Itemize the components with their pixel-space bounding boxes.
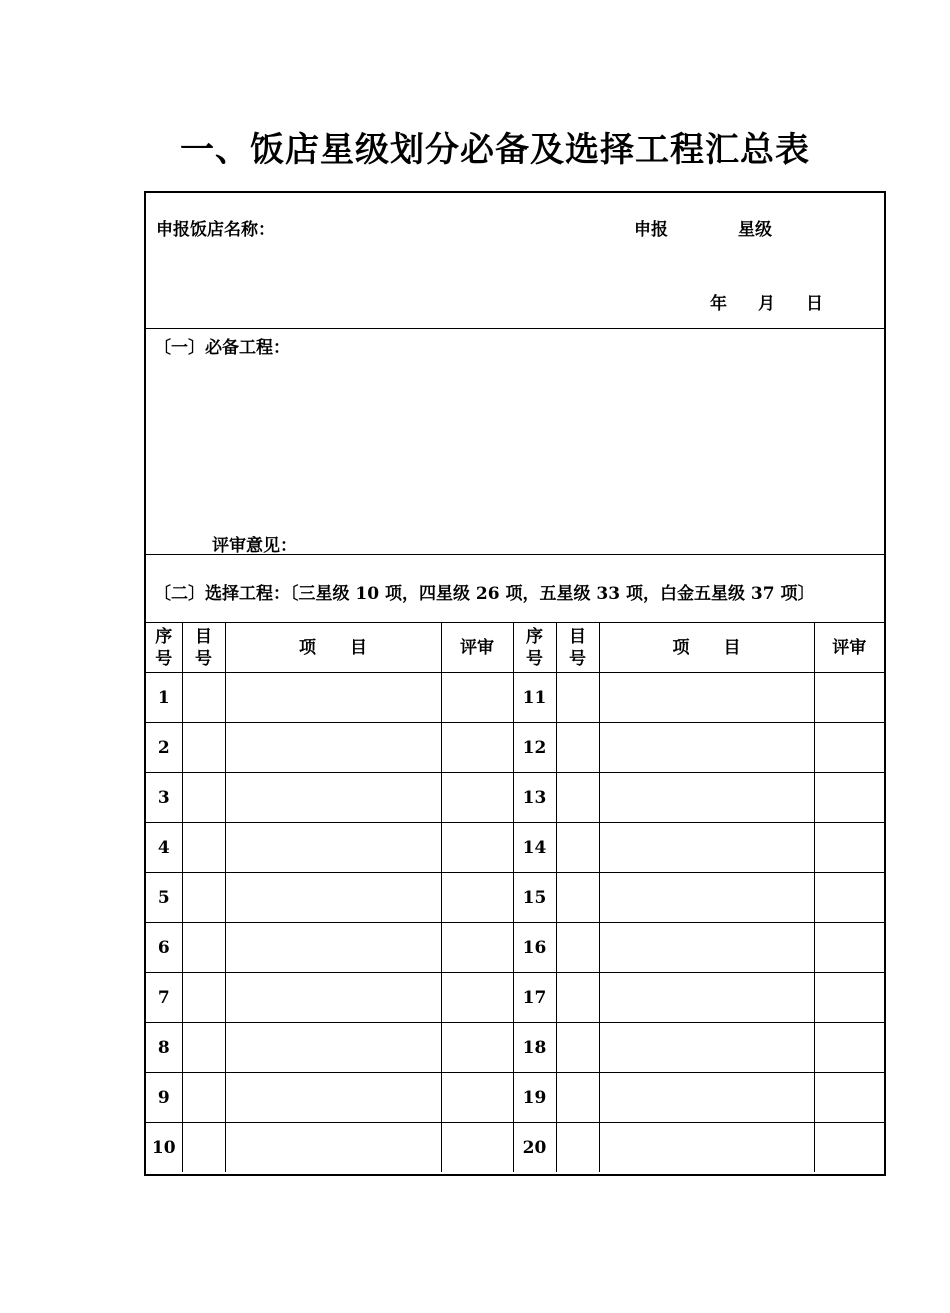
seq-cell: 4 — [146, 823, 182, 873]
item-cell — [225, 923, 441, 973]
review-cell — [814, 823, 884, 873]
item-cell — [599, 1123, 814, 1173]
item-no-cell — [182, 1073, 225, 1123]
seq-cell: 9 — [146, 1073, 182, 1123]
item-cell — [599, 1023, 814, 1073]
required-items-label: 〔一〕必备工程： — [154, 338, 290, 358]
seq-cell: 15 — [513, 873, 556, 923]
table-row — [146, 1073, 884, 1123]
review-cell — [814, 773, 884, 823]
table-row — [146, 823, 884, 873]
item-no-cell — [556, 1123, 599, 1173]
seq-cell: 13 — [513, 773, 556, 823]
item-cell — [599, 923, 814, 973]
item-no-cell — [556, 1073, 599, 1123]
item-no-cell — [182, 973, 225, 1023]
hotel-info-section — [146, 193, 884, 329]
review-cell — [441, 723, 513, 773]
review-cell — [441, 773, 513, 823]
item-no-cell — [182, 923, 225, 973]
item-no-cell — [182, 673, 225, 723]
table-row — [146, 1123, 884, 1173]
review-opinion-label: 评审意见： — [212, 536, 297, 556]
review-cell — [441, 1023, 513, 1073]
table-row — [146, 873, 884, 923]
item-cell — [599, 823, 814, 873]
item-cell — [225, 973, 441, 1023]
hotel-name-label: 申报饭店名称： — [156, 220, 275, 240]
item-no-cell — [556, 873, 599, 923]
item-cell — [225, 773, 441, 823]
seq-cell: 11 — [513, 673, 556, 723]
item-cell — [599, 873, 814, 923]
item-cell — [599, 773, 814, 823]
seq-cell: 20 — [513, 1123, 556, 1173]
seq-cell: 18 — [513, 1023, 556, 1073]
seq-cell: 14 — [513, 823, 556, 873]
star-label: 星级 — [738, 220, 772, 240]
table-row — [146, 673, 884, 723]
review-cell — [441, 1123, 513, 1173]
review-cell — [441, 873, 513, 923]
apply-label: 申报 — [634, 220, 668, 240]
seq-cell: 6 — [146, 923, 182, 973]
item-no-cell — [182, 773, 225, 823]
item-cell — [225, 723, 441, 773]
item-no-cell — [556, 823, 599, 873]
seq-header: 序 号 — [513, 623, 556, 673]
seq-cell: 16 — [513, 923, 556, 973]
seq-cell: 17 — [513, 973, 556, 1023]
month-label: 月 — [758, 294, 775, 314]
table-row — [146, 973, 884, 1023]
day-label: 日 — [806, 294, 823, 314]
seq-cell: 19 — [513, 1073, 556, 1123]
seq-cell: 1 — [146, 673, 182, 723]
optional-items-section — [146, 555, 884, 623]
review-cell — [814, 673, 884, 723]
seq-header: 序 号 — [146, 623, 182, 673]
review-cell — [814, 723, 884, 773]
review-cell — [441, 923, 513, 973]
item-no-cell — [182, 1023, 225, 1073]
item-no-cell — [182, 723, 225, 773]
table-row — [146, 923, 884, 973]
review-cell — [814, 973, 884, 1023]
review-cell — [814, 873, 884, 923]
table-row — [146, 723, 884, 773]
item-header: 项 目 — [225, 623, 441, 673]
item-cell — [599, 673, 814, 723]
item-no-cell — [556, 923, 599, 973]
item-cell — [599, 973, 814, 1023]
item-no-header: 目 号 — [556, 623, 599, 673]
seq-cell: 5 — [146, 873, 182, 923]
review-cell — [441, 823, 513, 873]
review-cell — [814, 1023, 884, 1073]
table-header-row — [146, 623, 884, 673]
page-title: 一、饭店星级划分必备及选择工程汇总表 — [180, 130, 810, 170]
seq-cell: 7 — [146, 973, 182, 1023]
item-header: 项 目 — [599, 623, 814, 673]
seq-cell: 12 — [513, 723, 556, 773]
item-no-cell — [182, 873, 225, 923]
review-header: 评审 — [814, 623, 884, 673]
item-no-header: 目 号 — [182, 623, 225, 673]
item-no-cell — [556, 723, 599, 773]
item-no-cell — [182, 1123, 225, 1173]
review-header: 评审 — [441, 623, 513, 673]
item-cell — [225, 873, 441, 923]
seq-cell: 10 — [146, 1123, 182, 1173]
item-cell — [225, 823, 441, 873]
item-cell — [225, 1023, 441, 1073]
optional-items-label: 〔二〕选择工程：〔三星级 10 项，四星级 26 项，五星级 33 项，白金五星级 37 项〕 — [154, 584, 815, 604]
review-cell — [441, 673, 513, 723]
item-no-cell — [556, 1023, 599, 1073]
table-row — [146, 773, 884, 823]
review-cell — [814, 1123, 884, 1173]
summary-form — [144, 191, 886, 1176]
item-no-cell — [556, 773, 599, 823]
seq-cell: 3 — [146, 773, 182, 823]
seq-cell: 2 — [146, 723, 182, 773]
review-cell — [814, 1073, 884, 1123]
optional-items-table — [146, 623, 884, 1172]
required-items-section — [146, 329, 884, 555]
item-cell — [225, 673, 441, 723]
item-cell — [225, 1073, 441, 1123]
item-cell — [599, 1073, 814, 1123]
review-cell — [441, 973, 513, 1023]
table-row — [146, 1023, 884, 1073]
item-cell — [599, 723, 814, 773]
item-cell — [225, 1123, 441, 1173]
review-cell — [814, 923, 884, 973]
review-cell — [441, 1073, 513, 1123]
year-label: 年 — [710, 294, 727, 314]
item-no-cell — [556, 673, 599, 723]
item-no-cell — [556, 973, 599, 1023]
item-no-cell — [182, 823, 225, 873]
seq-cell: 8 — [146, 1023, 182, 1073]
